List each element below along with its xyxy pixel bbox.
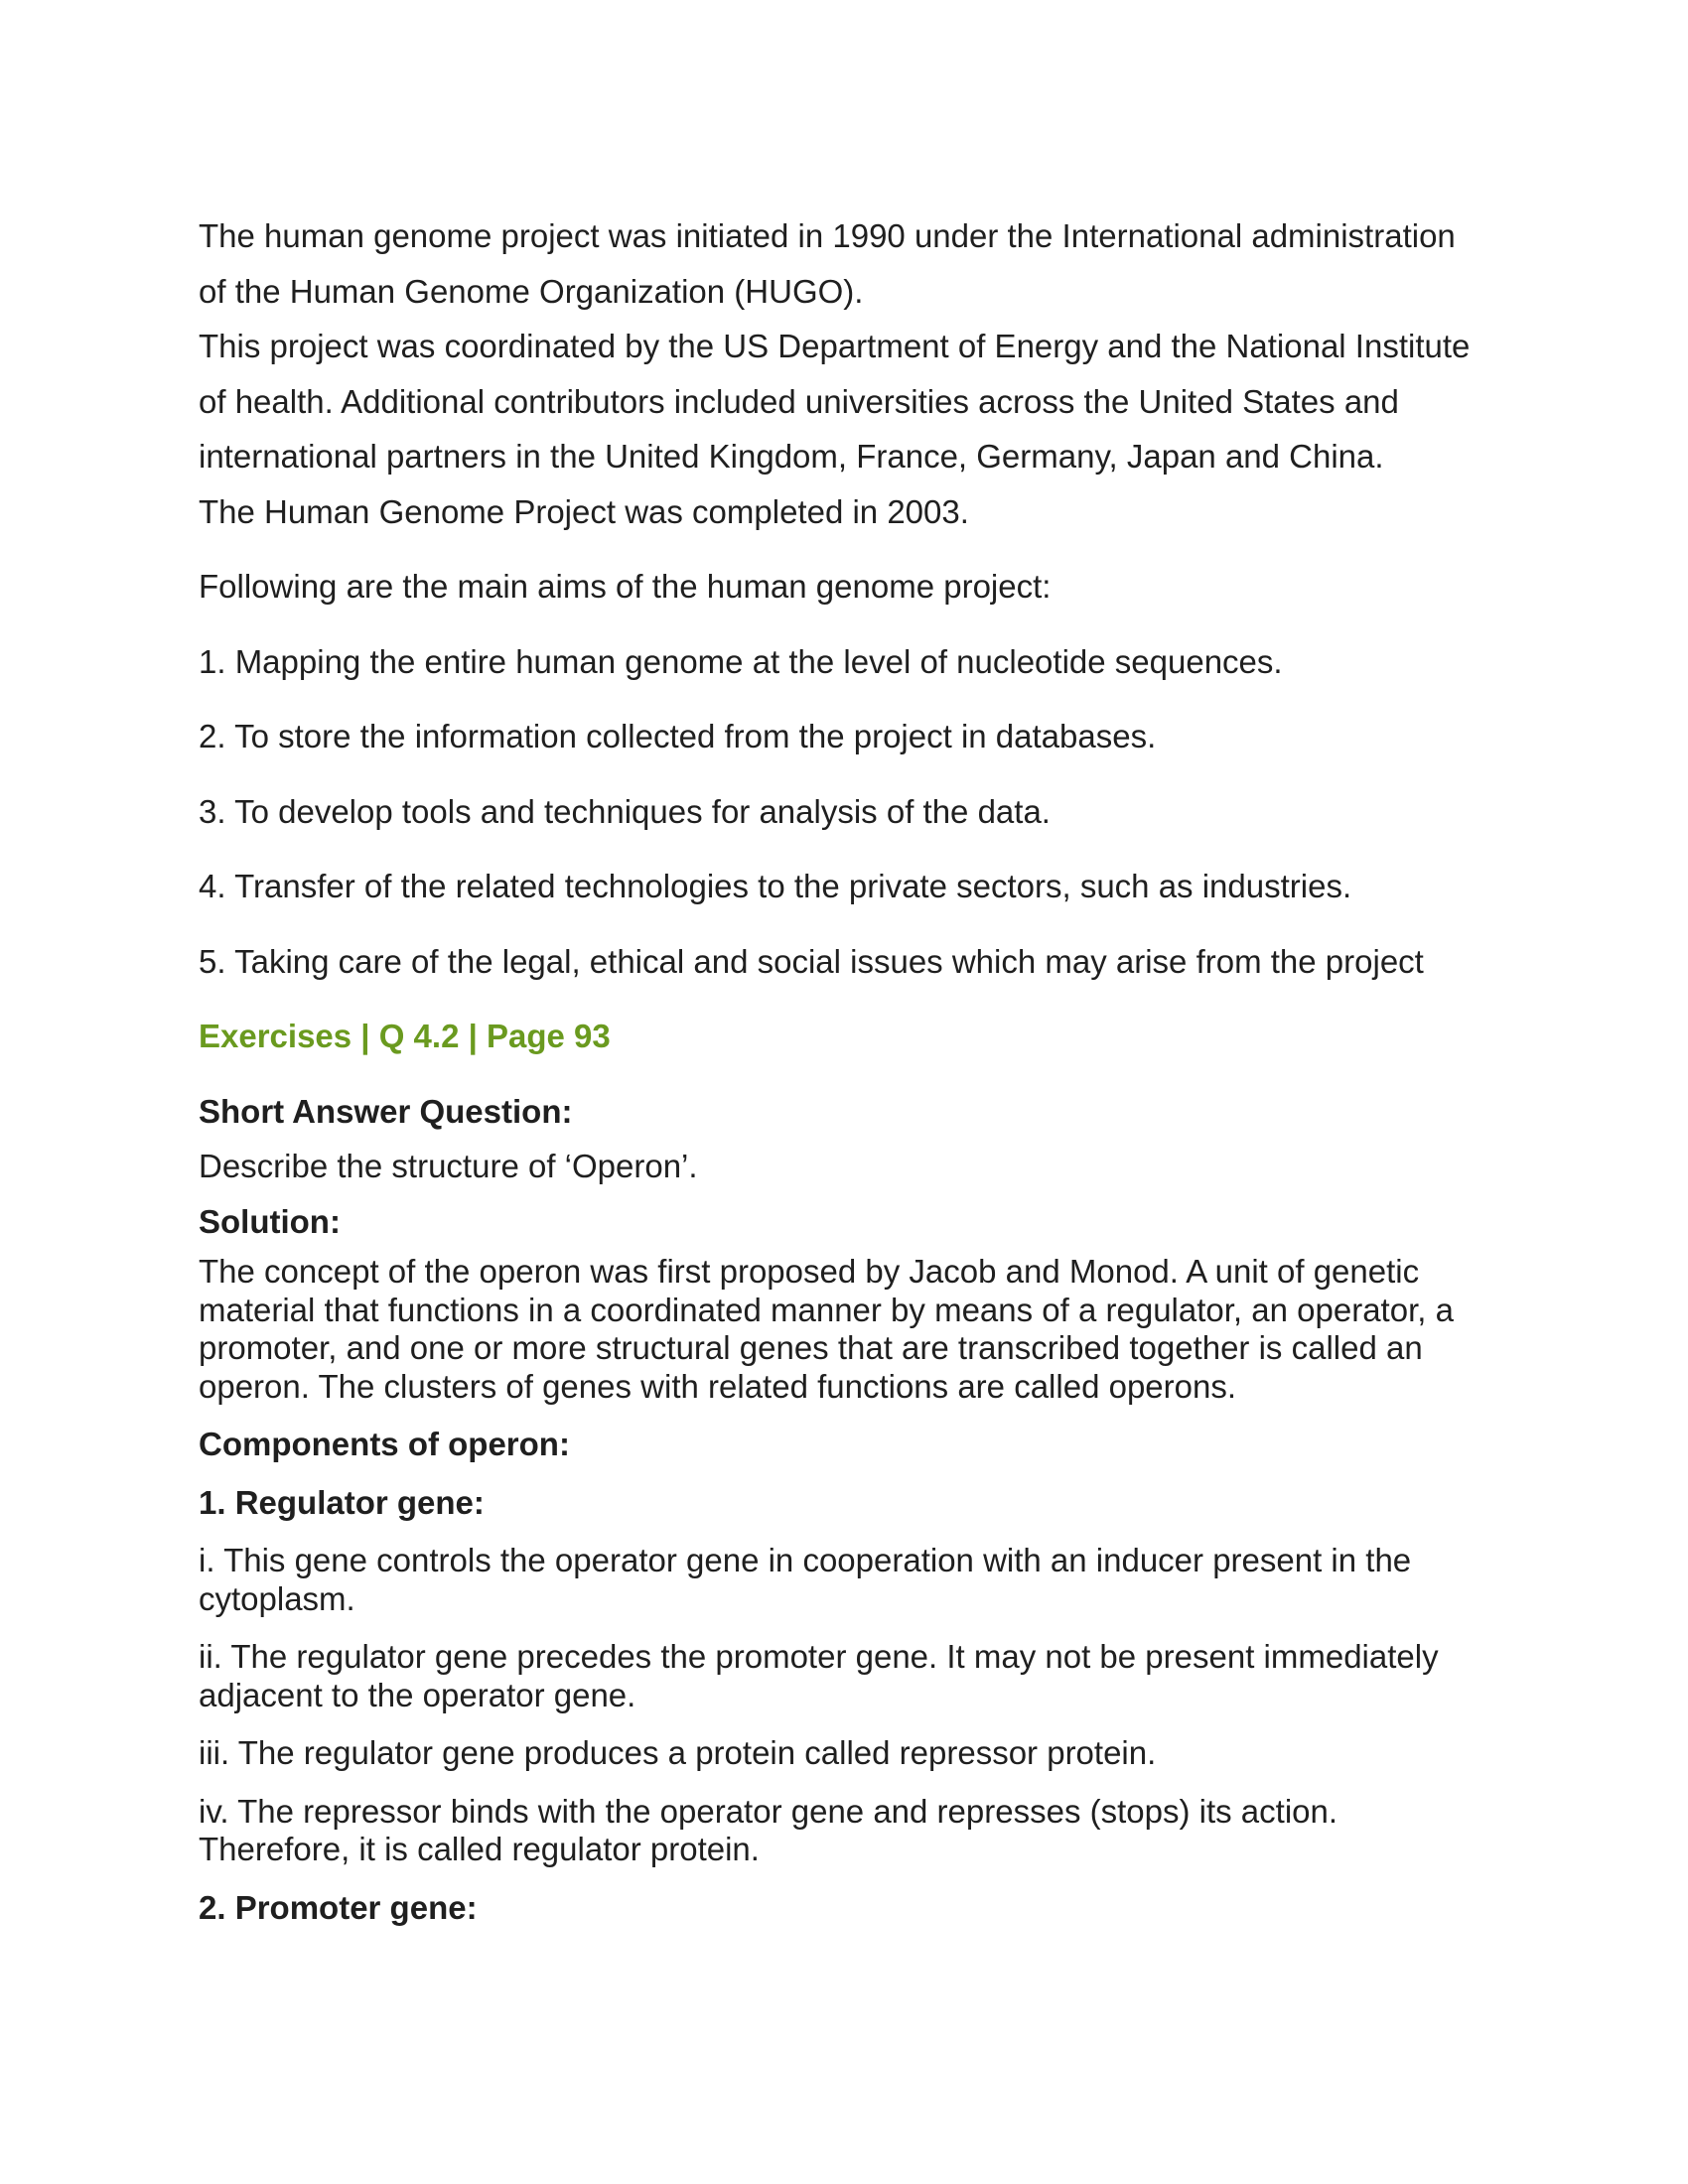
intro-paragraph-1: The human genome project was initiated in 1990 under the International administration of the Human Genome Organization (HUGO).	[199, 217, 1456, 310]
regulator-point-1: i. This gene controls the operator gene in cooperation with an inducer present in the cytoplasm.	[199, 1542, 1412, 1617]
question-type-label: Short Answer Question:	[199, 1092, 573, 1130]
aim-item-4: 4. Transfer of the related technologies to the private sectors, such as industries.	[199, 868, 1352, 904]
exercise-reference: Exercises | Q 4.2 | Page 93	[199, 1018, 611, 1054]
promoter-gene-heading: 2. Promoter gene:	[199, 1888, 478, 1926]
regulator-point-3: iii. The regulator gene produces a protein called repressor protein.	[199, 1734, 1157, 1771]
intro-paragraph-3: The Human Genome Project was completed in 2003.	[199, 492, 969, 530]
regulator-gene-heading: 1. Regulator gene:	[199, 1483, 485, 1521]
solution-text: The concept of the operon was first proposed by Jacob and Monod. A unit of genetic material that functions in a coordinated manner by means of a regulator, an operator, a promoter, and one or more structural genes that are transcribed together is called an operon. The clusters of genes with related functions are called operons.	[199, 1253, 1454, 1405]
solution-label: Solution:	[199, 1202, 341, 1240]
aims-heading: Following are the main aims of the human genome project:	[199, 568, 1052, 605]
aim-item-3: 3. To develop tools and techniques for analysis of the data.	[199, 792, 1051, 830]
regulator-point-2: ii. The regulator gene precedes the promoter gene. It may not be present immediately adjacent to the operator gene.	[199, 1638, 1439, 1713]
aim-item-1: 1. Mapping the entire human genome at the level of nucleotide sequences.	[199, 642, 1283, 680]
question-text: Describe the structure of ‘Operon’.	[199, 1148, 698, 1184]
components-heading: Components of operon:	[199, 1426, 570, 1462]
aim-item-5: 5. Taking care of the legal, ethical and social issues which may arise from the project	[199, 942, 1424, 980]
intro-paragraph-2: This project was coordinated by the US Department of Energy and the National Institute of health. Additional contributors included universities across the United States and international partners in the United Kingdom, France, Germany, Japan and China.	[199, 328, 1471, 475]
regulator-point-4: iv. The repressor binds with the operator gene and represses (stops) its action. Therefore, it is called regulator protein.	[199, 1792, 1338, 1867]
aim-item-2: 2. To store the information collected from the project in databases.	[199, 718, 1157, 754]
document-page	[199, 208, 1509, 1927]
